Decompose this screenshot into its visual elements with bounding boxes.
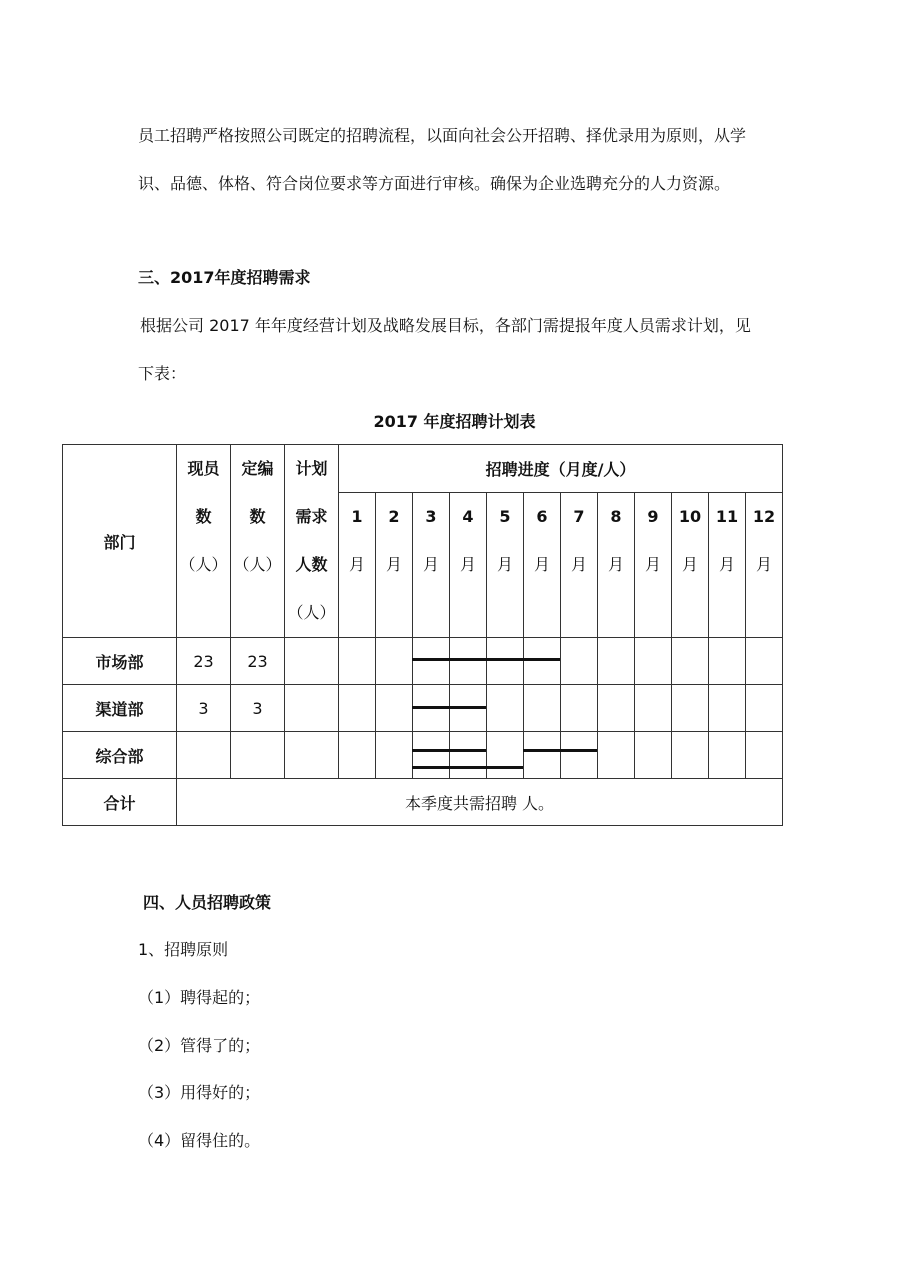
month-cell-3	[413, 638, 450, 685]
schedule-bar	[412, 706, 486, 709]
month-cell-9	[635, 685, 672, 732]
month-cell-4	[450, 638, 487, 685]
header-month-3: 3 月	[413, 492, 450, 637]
month-cell-12	[746, 732, 783, 779]
month-cell-7	[561, 732, 598, 779]
month-cell-11	[709, 732, 746, 779]
header-month-4: 4 月	[450, 492, 487, 637]
schedule-bar	[412, 658, 560, 661]
header-dept: 部门	[63, 445, 177, 638]
month-cell-6	[524, 732, 561, 779]
month-cell-2	[376, 638, 413, 685]
header-progress: 招聘进度（月度/人）	[339, 445, 783, 493]
month-cell-10	[672, 638, 709, 685]
header-month-1: 1 月	[339, 492, 376, 637]
month-cell-9	[635, 638, 672, 685]
schedule-bar	[412, 749, 486, 752]
total-label: 合计	[63, 779, 177, 826]
month-cell-1	[339, 732, 376, 779]
month-cell-7	[561, 638, 598, 685]
header-month-5: 5 月	[487, 492, 524, 637]
section-3-para-line-2: 下表：	[138, 364, 187, 383]
month-cell-10	[672, 732, 709, 779]
table-title: 2017 年度招聘计划表	[373, 412, 536, 431]
month-cell-12	[746, 685, 783, 732]
month-cell-1	[339, 638, 376, 685]
dept-cell: 市场部	[63, 638, 177, 685]
quota-count-cell	[231, 732, 285, 779]
current-count-cell: 23	[177, 638, 231, 685]
schedule-bar	[412, 766, 523, 769]
quota-count-cell: 23	[231, 638, 285, 685]
intro-line-1: 员工招聘严格按照公司既定的招聘流程，以面向社会公开招聘、择优录用为原则，从学	[138, 126, 747, 145]
principle-item-3: （3）用得好的；	[138, 1083, 261, 1102]
header-current: 现员 数 （人）	[177, 445, 231, 638]
header-plan: 计划 需求 人数 （人）	[285, 445, 339, 638]
header-quota: 定编 数 （人）	[231, 445, 285, 638]
header-month-12: 12 月	[746, 492, 783, 637]
dept-cell: 综合部	[63, 732, 177, 779]
current-count-cell: 3	[177, 685, 231, 732]
section-3-para-line-1: 根据公司 2017 年年度经营计划及战略发展目标，各部门需提报年度人员需求计划，见	[140, 316, 751, 335]
header-month-2: 2 月	[376, 492, 413, 637]
principle-item-2: （2）管得了的；	[138, 1036, 261, 1055]
current-count-cell	[177, 732, 231, 779]
section-4-sub-1: 1、招聘原则	[138, 940, 229, 959]
month-cell-3	[413, 732, 450, 779]
header-month-7: 7 月	[561, 492, 598, 637]
month-cell-10	[672, 685, 709, 732]
month-cell-11	[709, 685, 746, 732]
quota-count-cell: 3	[231, 685, 285, 732]
month-cell-9	[635, 732, 672, 779]
month-cell-5	[487, 638, 524, 685]
month-cell-6	[524, 638, 561, 685]
month-cell-5	[487, 685, 524, 732]
intro-line-2: 识、品德、体格、符合岗位要求等方面进行审核。确保为企业选聘充分的人力资源。	[138, 174, 731, 193]
month-cell-12	[746, 638, 783, 685]
month-cell-6	[524, 685, 561, 732]
month-cell-8	[598, 685, 635, 732]
section-4-heading: 四、人员招聘政策	[143, 893, 272, 912]
header-month-8: 8 月	[598, 492, 635, 637]
section-3-heading: 三、2017年度招聘需求	[138, 268, 311, 287]
month-cell-11	[709, 638, 746, 685]
month-cell-5	[487, 732, 524, 779]
principle-item-1: （1）聘得起的；	[138, 988, 261, 1007]
header-month-9: 9 月	[635, 492, 672, 637]
month-cell-1	[339, 685, 376, 732]
month-cell-2	[376, 685, 413, 732]
month-cell-7	[561, 685, 598, 732]
dept-cell: 渠道部	[63, 685, 177, 732]
total-text: 本季度共需招聘 人。	[177, 779, 783, 826]
schedule-bar	[523, 749, 597, 752]
plan-count-cell	[285, 685, 339, 732]
header-month-6: 6 月	[524, 492, 561, 637]
principle-item-4: （4）留得住的。	[138, 1131, 261, 1150]
month-cell-2	[376, 732, 413, 779]
plan-count-cell	[285, 732, 339, 779]
plan-count-cell	[285, 638, 339, 685]
month-cell-8	[598, 638, 635, 685]
month-cell-8	[598, 732, 635, 779]
header-month-10: 10 月	[672, 492, 709, 637]
header-month-11: 11 月	[709, 492, 746, 637]
month-cell-4	[450, 732, 487, 779]
